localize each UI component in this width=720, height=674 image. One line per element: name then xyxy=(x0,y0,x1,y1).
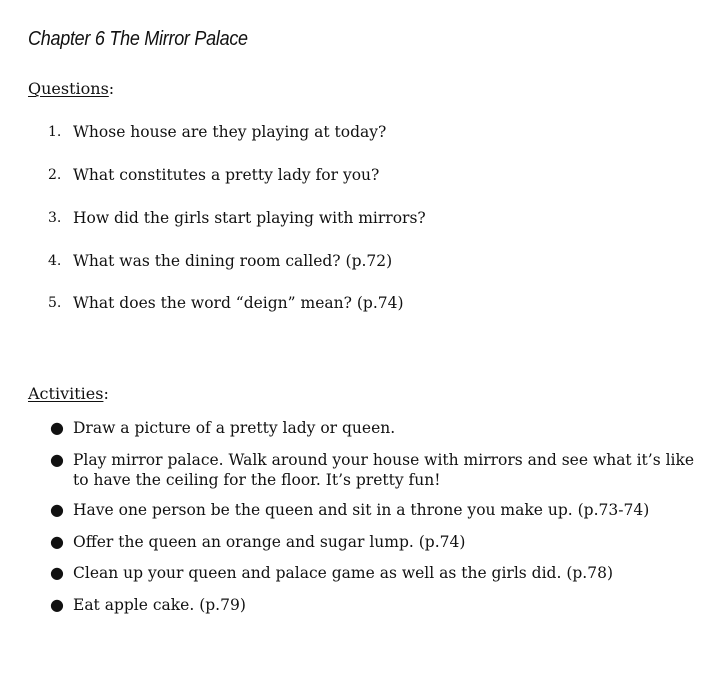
activity-text: Play mirror palace. Walk around your house with mirrors and see what it’s like to have the ceiling for the floor. It’s pretty fun! xyxy=(73,451,695,489)
bullet-icon: ● xyxy=(50,563,64,582)
activity-text: Clean up your queen and palace game as well as the girls did. (p.78) xyxy=(73,564,614,582)
question-number: 1. xyxy=(48,124,62,140)
activities-heading-colon: : xyxy=(103,384,109,403)
activity-text: Offer the queen an orange and sugar lump. (p.74) xyxy=(73,533,466,551)
question-number: 4. xyxy=(48,253,62,269)
chapter-title: Chapter 6 The Mirror Palace xyxy=(28,28,248,50)
questions-heading xyxy=(28,79,114,98)
activity-text: Draw a picture of a pretty lady or queen. xyxy=(73,419,396,437)
bullet-icon: ● xyxy=(50,595,64,614)
question-text: What does the word “deign” mean? (p.74) xyxy=(73,294,404,312)
activity-text: Eat apple cake. (p.79) xyxy=(73,596,246,614)
activities-heading xyxy=(28,384,109,403)
question-text: What constitutes a pretty lady for you? xyxy=(73,166,380,184)
question-number: 2. xyxy=(48,167,62,183)
bullet-icon: ● xyxy=(50,450,64,469)
questions-heading-label: Questions xyxy=(28,79,109,98)
question-text: What was the dining room called? (p.72) xyxy=(73,252,393,270)
bullet-icon: ● xyxy=(50,500,64,519)
question-text: How did the girls start playing with mirrors? xyxy=(73,209,426,227)
activity-text: Have one person be the queen and sit in a throne you make up. (p.73-74) xyxy=(73,501,650,519)
question-number: 5. xyxy=(48,295,62,311)
question-number: 3. xyxy=(48,210,62,226)
bullet-icon: ● xyxy=(50,418,64,437)
bullet-icon: ● xyxy=(50,532,64,551)
questions-heading-colon: : xyxy=(108,79,115,98)
activities-heading-label: Activities xyxy=(28,384,104,403)
question-text: Whose house are they playing at today? xyxy=(73,123,387,141)
